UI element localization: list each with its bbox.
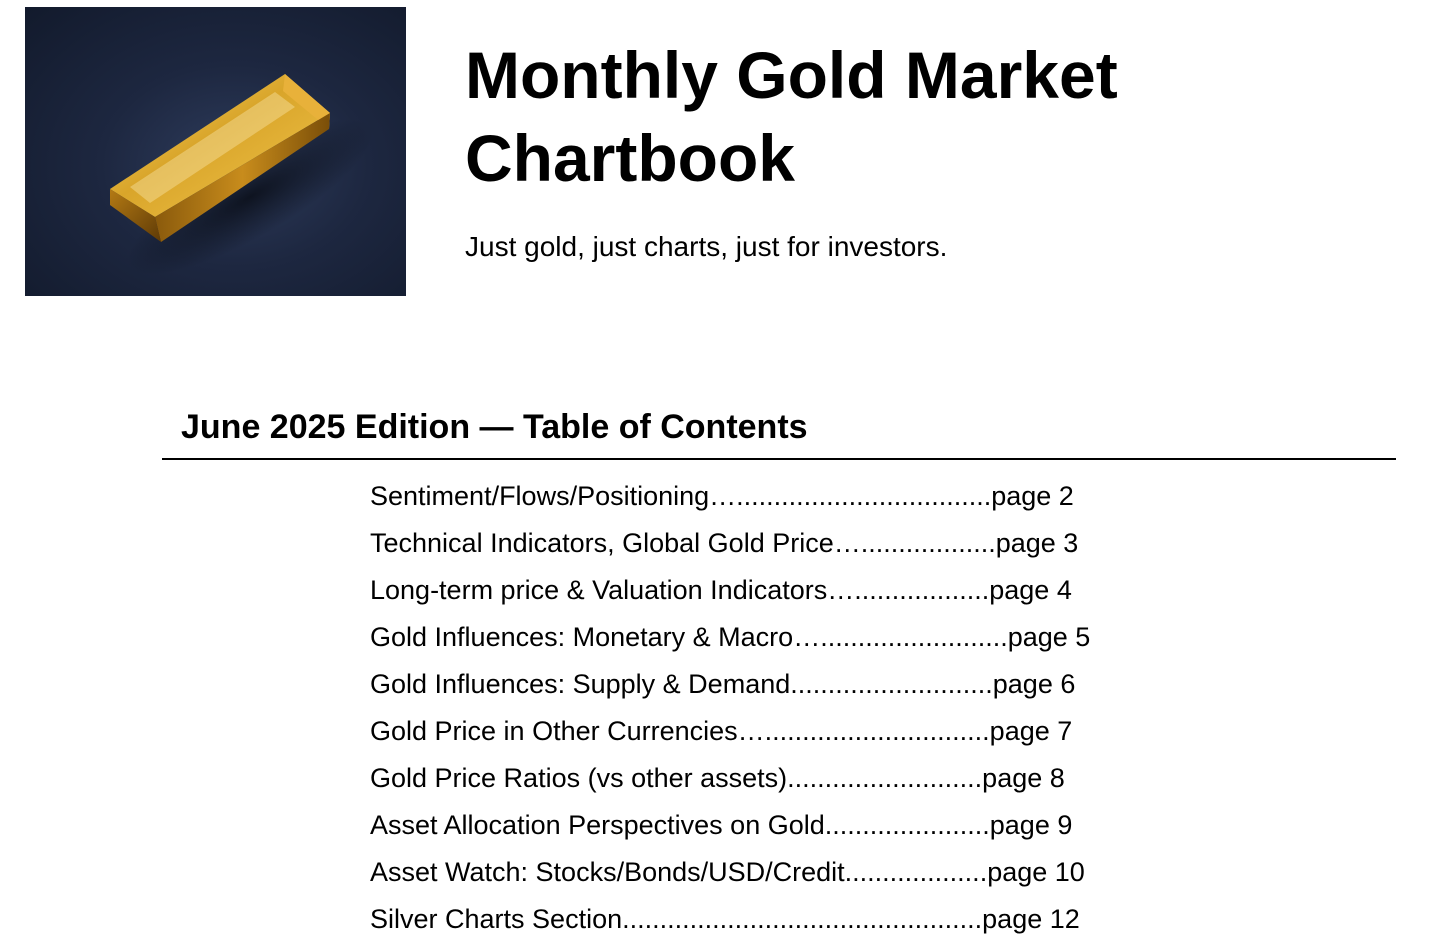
toc-list [370,473,1090,943]
gold-bar-icon [25,7,406,296]
toc-entry-silver-charts[interactable]: Silver Charts Section................................................page 12 [370,904,1080,934]
toc-entry-price-ratios[interactable]: Gold Price Ratios (vs other assets)..........................page 8 [370,763,1065,793]
tagline: Just gold, just charts, just for investors. [465,231,948,262]
toc-entry-asset-watch[interactable]: Asset Watch: Stocks/Bonds/USD/Credit...................page 10 [370,857,1085,887]
toc-entry-asset-allocation[interactable]: Asset Allocation Perspectives on Gold......................page 9 [370,810,1073,840]
toc-heading: June 2025 Edition — Table of Contents [181,408,808,446]
toc-entry-technical-indicators[interactable]: Technical Indicators, Global Gold Price…..................page 3 [370,528,1079,558]
toc-divider [162,458,1396,460]
toc-entry-supply-demand[interactable]: Gold Influences: Supply & Demand...........................page 6 [370,669,1076,699]
toc-entry-monetary-macro[interactable]: Gold Influences: Monetary & Macro….........................page 5 [370,622,1091,652]
cover-image [25,7,406,296]
toc-entry-sentiment[interactable]: Sentiment/Flows/Positioning…..................................page 2 [370,481,1074,511]
toc-entry-other-currencies[interactable]: Gold Price in Other Currencies…..............................page 7 [370,716,1073,746]
toc-entry-long-term-price[interactable]: Long-term price & Valuation Indicators…..................page 4 [370,575,1072,605]
page-title: Monthly Gold Market Chartbook [465,38,1118,195]
